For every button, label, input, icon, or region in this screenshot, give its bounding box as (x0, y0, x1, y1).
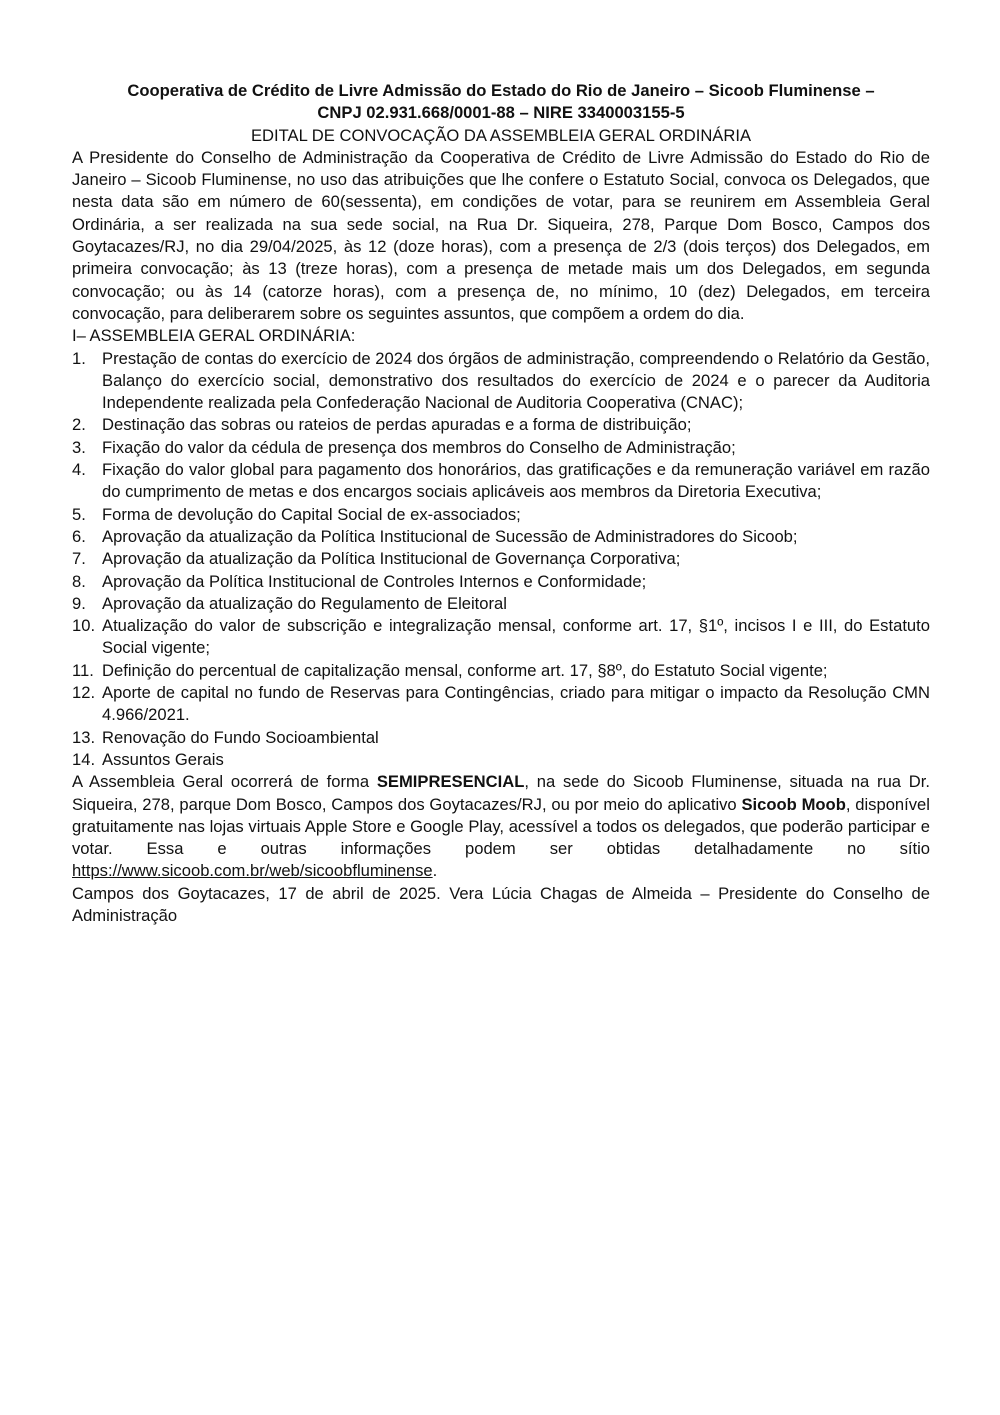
item-number: 7. (72, 549, 86, 569)
item-text: Aporte de capital no fundo de Reservas para Contingências, criado para mitigar o impacto da Resolução CMN 4.966/2021. (102, 683, 930, 725)
agenda-item (72, 749, 930, 771)
agenda-item (72, 593, 930, 615)
agenda-item (72, 348, 930, 415)
section-heading: I– ASSEMBLEIA GERAL ORDINÁRIA: (72, 326, 356, 346)
agenda-list (72, 348, 930, 772)
item-text: Aprovação da atualização do Regulamento de Eleitoral (102, 593, 507, 613)
agenda-item (72, 571, 930, 593)
closing-text-1: A Assembleia Geral ocorrerá de forma (72, 772, 377, 792)
item-text: Destinação das sobras ou rateios de perdas apuradas e a forma de distribuição; (102, 415, 692, 435)
agenda-item (72, 526, 930, 548)
closing-text-2: , na sede do Sicoob Fluminense, situada na rua Dr. Siqueira, 278, parque Dom Bosco, Campos dos Goytacazes/RJ, ou por meio do aplicativo (72, 772, 930, 814)
item-number: 8. (72, 571, 86, 591)
item-number: 4. (72, 460, 86, 480)
item-text: Aprovação da atualização da Política Institucional de Governança Corporativa; (102, 549, 681, 569)
item-text: Forma de devolução do Capital Social de ex-associados; (102, 504, 521, 524)
item-text: Prestação de contas do exercício de 2024 dos órgãos de administração, compreendendo o Relatório da Gestão, Balanço do exercício social, demonstrativo dos resultados do exercício de 2024 e o parecer da Auditoria Independente realizada pela Confederação Nacional de Auditoria Cooperativa (CNAC); (102, 348, 930, 413)
item-number: 1. (72, 348, 86, 368)
item-number: 6. (72, 526, 86, 546)
item-number: 14. (72, 749, 96, 769)
format-emphasis: SEMIPRESENCIAL (376, 772, 525, 792)
item-text: Aprovação da atualização da Política Institucional de Sucessão de Administradores do Sicoob; (102, 526, 798, 546)
sicoob-website-link[interactable]: https://www.sicoob.com.br/web/sicoobfluminense (72, 861, 433, 881)
closing-text-4: . (432, 861, 438, 881)
agenda-item (72, 727, 930, 749)
document-page (72, 80, 930, 927)
item-number: 3. (72, 437, 86, 457)
document-title-line-2: CNPJ 02.931.668/0001-88 – NIRE 3340003155-5 (317, 103, 685, 123)
item-text: Assuntos Gerais (102, 749, 224, 769)
agenda-item (72, 459, 930, 504)
item-number: 5. (72, 504, 86, 524)
item-number: 9. (72, 593, 86, 613)
agenda-item (72, 682, 930, 727)
closing-paragraph (72, 771, 930, 882)
agenda-item (72, 660, 930, 682)
item-text: Definição do percentual de capitalização mensal, conforme art. 17, §8º, do Estatuto Social vigente; (102, 660, 828, 680)
document-title-line-1: Cooperativa de Crédito de Livre Admissão do Estado do Rio de Janeiro – Sicoob Fluminense – (127, 81, 875, 100)
item-text: Fixação do valor da cédula de presença dos membros do Conselho de Administração; (102, 437, 736, 457)
intro-paragraph: A Presidente do Conselho de Administração da Cooperativa de Crédito de Livre Admissão do Estado do Rio de Janeiro – Sicoob Fluminense, no uso das atribuições que lhe confere o Estatuto Social, convoca os Delegados, que nesta data são em número de 60(sessenta), em condições de votar, para se reunirem em Assembleia Geral Ordinária, a ser realizada na sua sede social, na Rua Dr. Siqueira, 278, Parque Dom Bosco, Campos dos Goytacazes/RJ, no dia 29/04/2025, às 12 (doze horas), com a presença de 2/3 (dois terços) dos Delegados, em primeira convocação; às 13 (treze horas), com a presença de metade mais um dos Delegados, em segunda convocação; ou às 14 (catorze horas), com a presença de, no mínimo, 10 (dez) Delegados, em terceira convocação, para deliberarem sobre os seguintes assuntos, que compõem a ordem do dia. (72, 147, 930, 323)
item-text: Renovação do Fundo Socioambiental (102, 727, 379, 747)
item-number: 10. (72, 616, 96, 636)
item-text: Fixação do valor global para pagamento dos honorários, das gratificações e da remuneração variável em razão do cumprimento de metas e dos encargos sociais aplicáveis aos membros da Diretoria Executiva; (102, 460, 930, 502)
agenda-item (72, 504, 930, 526)
item-number: 12. (72, 683, 96, 703)
item-text: Aprovação da Política Institucional de Controles Internos e Conformidade; (102, 571, 647, 591)
agenda-item (72, 548, 930, 570)
agenda-item (72, 414, 930, 436)
app-name-emphasis: Sicoob Moob (741, 794, 846, 814)
agenda-item (72, 615, 930, 660)
item-text: Atualização do valor de subscrição e integralização mensal, conforme art. 17, §1º, incisos I e III, do Estatuto Social vigente; (102, 616, 930, 658)
agenda-item (72, 437, 930, 459)
item-number: 11. (72, 660, 94, 680)
closing-text-3: , disponível gratuitamente nas lojas virtuais Apple Store e Google Play, acessível a todos os delegados, que poderão participar e votar. Essa e outras informações podem ser obtidas detalhadamente no sítio (72, 794, 930, 859)
signature-line: Campos dos Goytacazes, 17 de abril de 2025. Vera Lúcia Chagas de Almeida – Presidente do Conselho de Administração (72, 883, 930, 925)
item-number: 2. (72, 415, 86, 435)
document-subtitle: EDITAL DE CONVOCAÇÃO DA ASSEMBLEIA GERAL ORDINÁRIA (250, 125, 752, 145)
item-number: 13. (72, 727, 96, 747)
